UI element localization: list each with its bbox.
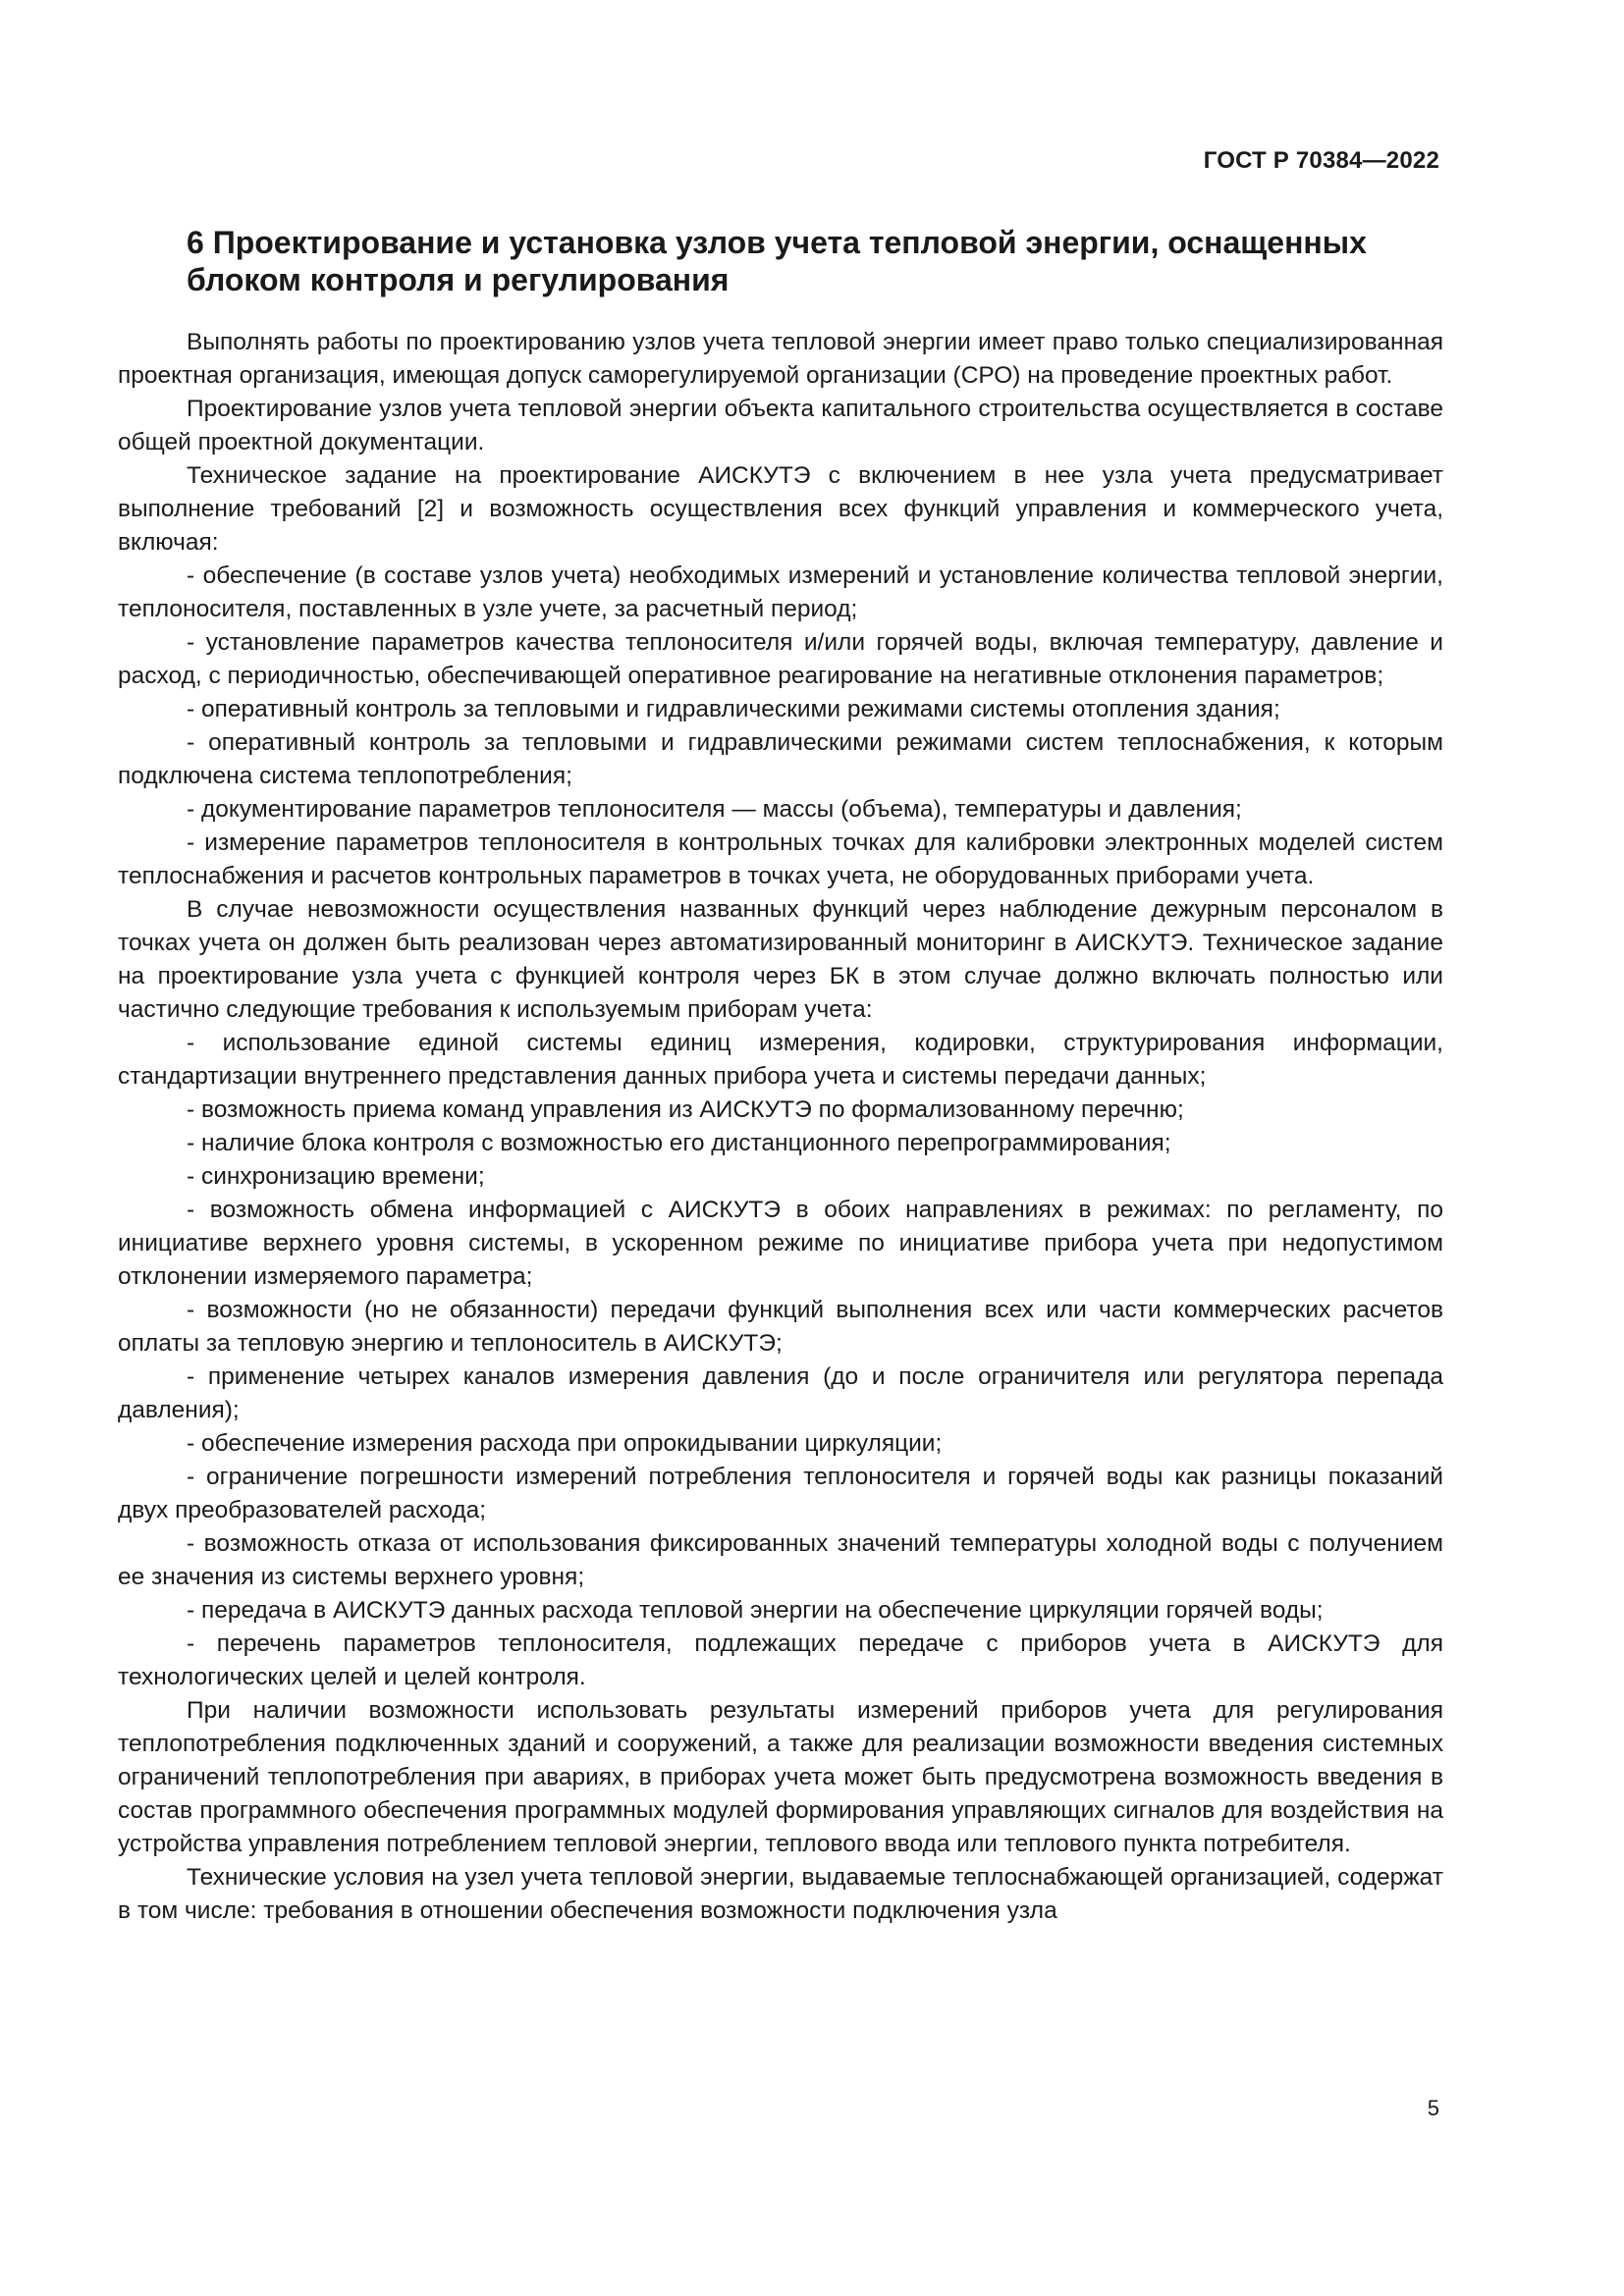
page-number: 5 xyxy=(1427,2096,1439,2120)
paragraph: Проектирование узлов учета тепловой энергии объекта капитального строительства осуществляется в составе общей проектной документации. xyxy=(118,396,1443,455)
list-item: - передача в АИСКУТЭ данных расхода тепловой энергии на обеспечение циркуляции горячей воды; xyxy=(187,1597,1324,1624)
paragraph: Технические условия на узел учета тепловой энергии, выдаваемые теплоснабжающей организацией, содержат в том числе: требования в отношении обеспечения возможности подключения узла xyxy=(118,1864,1443,1924)
page-content xyxy=(118,224,1443,1928)
list-item: - документирование параметров теплоносителя — массы (объема), температуры и давления; xyxy=(187,796,1242,823)
list-item: - обеспечение (в составе узлов учета) необходимых измерений и установление количества тепловой энергии, теплоносителя, поставленных в узле учете, за расчетный период; xyxy=(118,562,1443,622)
paragraph: Выполнять работы по проектированию узлов учета тепловой энергии имеет право только специализированная проектная организация, имеющая допуск саморегулируемой организации (СРО) на проведение проектных работ. xyxy=(118,329,1443,389)
list-item: - оперативный контроль за тепловыми и гидравлическими режимами систем теплоснабжения, к которым подключена система теплопотребления; xyxy=(118,729,1443,789)
paragraph: При наличии возможности использовать результаты измерений приборов учета для регулирования теплопотребления подключенных зданий и сооружений, а также для реализации возможности введения системных ограничений теплопотребления при авариях, в приборах учета может быть предусмотрена возможность введения в состав программного обеспечения программных модулей формирования управляющих сигналов для воздействия на устройства управления потреблением тепловой энергии, теплового ввода или теплового пункта потребителя. xyxy=(118,1697,1443,1857)
list-item: - наличие блока контроля с возможностью его дистанционного перепрограммирования; xyxy=(187,1130,1171,1156)
list-item: - оперативный контроль за тепловыми и гидравлическими режимами системы отопления здания; xyxy=(187,696,1280,722)
list-item: - использование единой системы единиц измерения, кодировки, структурирования информации, стандартизации внутреннего представления данных прибора учета и системы передачи данных; xyxy=(118,1030,1443,1090)
list-item: - перечень параметров теплоносителя, подлежащих передаче с приборов учета в АИСКУТЭ для технологических целей и целей контроля. xyxy=(118,1630,1443,1690)
list-item: - обеспечение измерения расхода при опрокидывании циркуляции; xyxy=(187,1430,943,1457)
list-item: - измерение параметров теплоносителя в контрольных точках для калибровки электронных моделей систем теплоснабжения и расчетов контрольных параметров в точках учета, не оборудованных приборами учета. xyxy=(118,829,1443,889)
list-item: - ограничение погрешности измерений потребления теплоносителя и горячей воды как разницы показаний двух преобразователей расхода; xyxy=(118,1464,1443,1523)
list-item: - возможности (но не обязанности) передачи функций выполнения всех или части коммерческих расчетов оплаты за тепловую энергию и теплоноситель в АИСКУТЭ; xyxy=(118,1297,1443,1357)
paragraph: Техническое задание на проектирование АИСКУТЭ с включением в нее узла учета предусматривает выполнение требований [2] и возможность осуществления всех функций управления и коммерческого учета, включая: xyxy=(118,462,1443,556)
list-item: - возможность обмена информацией с АИСКУТЭ в обоих направлениях в режимах: по регламенту, по инициативе верхнего уровня системы, в ускоренном режиме по инициативе прибора учета при недопустимом отклонении измеряемого параметра; xyxy=(118,1197,1443,1290)
list-item: - установление параметров качества теплоносителя и/или горячей воды, включая температуру, давление и расход, с периодичностью, обеспечивающей оперативное реагирование на негативные отклонения параметров; xyxy=(118,629,1443,689)
paragraph: В случае невозможности осуществления названных функций через наблюдение дежурным персоналом в точках учета он должен быть реализован через автоматизированный мониторинг в АИСКУТЭ. Техническое задание на проектирование узла учета с функцией контроля через БК в этом случае должно включать полностью или частично следующие требования к используемым приборам учета: xyxy=(118,896,1443,1023)
document-code: ГОСТ Р 70384—2022 xyxy=(1203,147,1439,174)
list-item: - возможность отказа от использования фиксированных значений температуры холодной воды с получением ее значения из системы верхнего уровня; xyxy=(118,1530,1443,1590)
list-item: - применение четырех каналов измерения давления (до и после ограничителя или регулятора перепада давления); xyxy=(118,1363,1443,1423)
list-item: - возможность приема команд управления из АИСКУТЭ по формализованному перечню; xyxy=(187,1096,1184,1123)
section-title: 6 Проектирование и установка узлов учета тепловой энергии, оснащенных блоком контроля и регулирования xyxy=(187,225,1367,297)
list-item: - синхронизацию времени; xyxy=(187,1163,485,1190)
